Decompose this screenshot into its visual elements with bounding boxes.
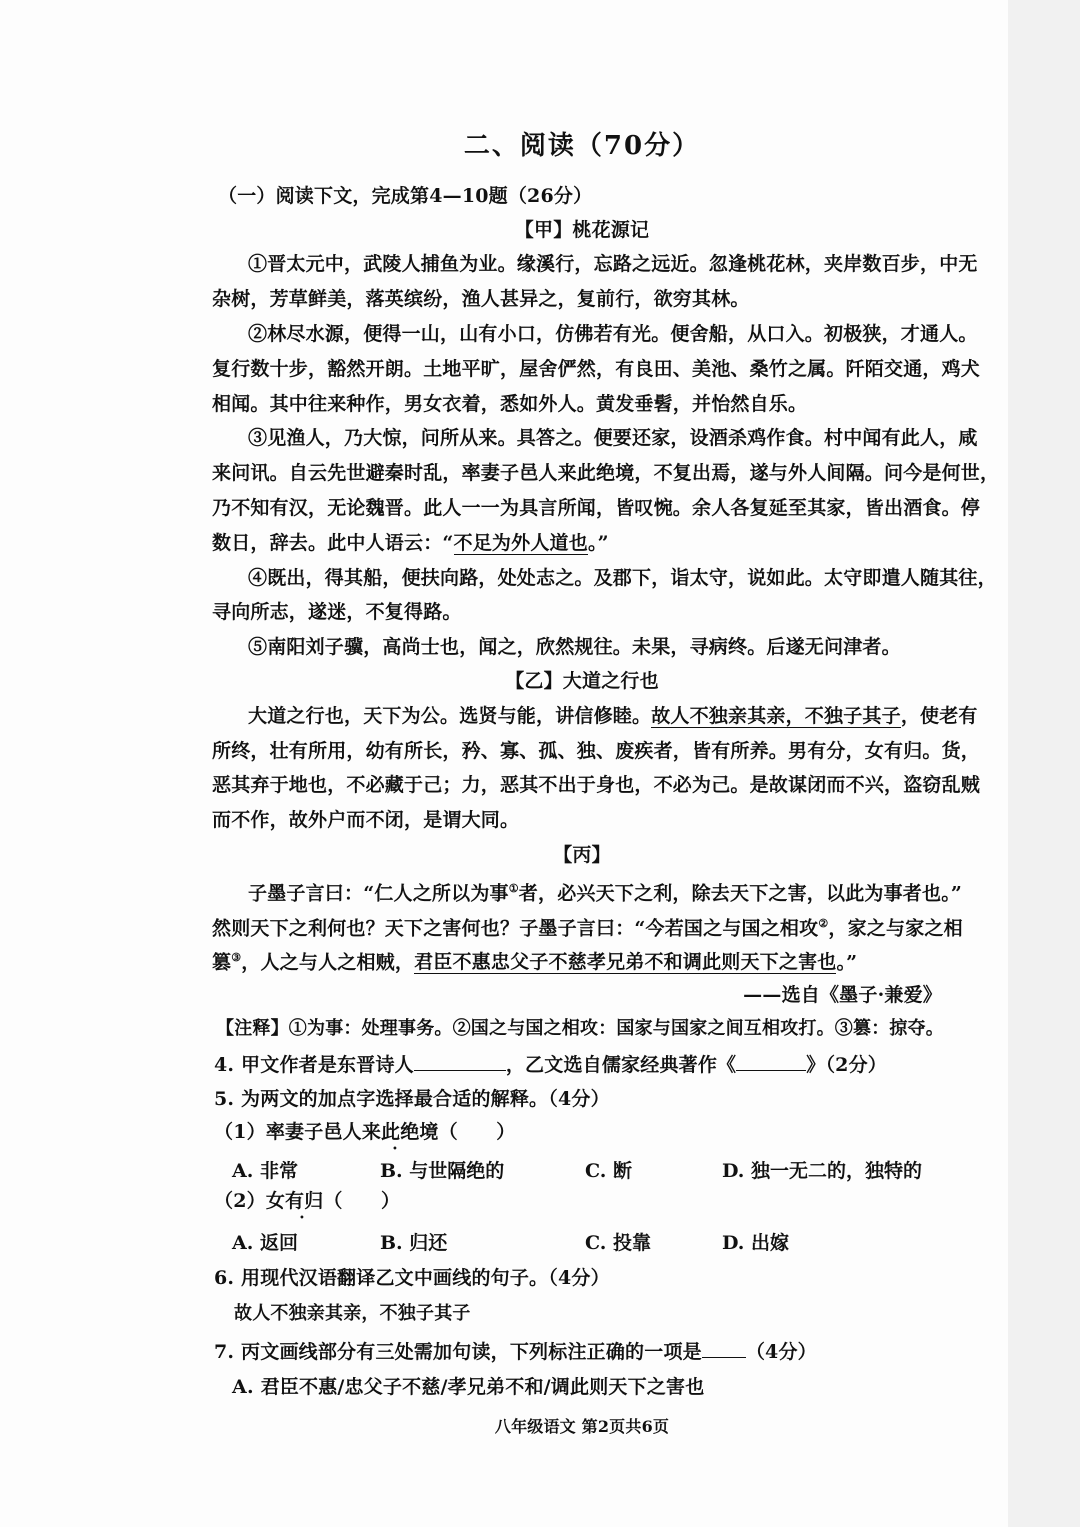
yi-line-1-end: ，使老有 xyxy=(900,705,978,727)
jia-line-1: ①晋太元中，武陵人捕鱼为业。缘溪行，忘路之远近。忽逢桃花林，夹岸数百步，中无 xyxy=(248,253,978,275)
scan-edge xyxy=(1008,0,1080,1527)
bing-line-3-start: 篡 xyxy=(212,951,232,974)
q7-text-2: （4分） xyxy=(745,1341,817,1363)
yi-line-1 xyxy=(248,702,988,730)
yi-line-2: 所终，壮有所用，幼有所长，矜、寡、孤、独、废疾者，皆有所养。男有分，女有归。货， xyxy=(212,740,981,762)
q7-answer-blank[interactable] xyxy=(702,1337,746,1358)
emphasis-dot: • xyxy=(392,1144,398,1155)
q5-2-option-b[interactable]: B. 归还 xyxy=(380,1232,448,1254)
section-heading: 二、阅读（70分） xyxy=(463,131,701,161)
yi-line-1-start: 大道之行也，天下为公。选贤与能，讲信修睦。 xyxy=(248,705,652,727)
bing-line-2-end: ，家之与家之相 xyxy=(828,917,963,940)
question-6: 6. 用现代汉语翻译乙文中画线的句子。（4分） xyxy=(214,1267,610,1289)
q4-text-3: 》（2分） xyxy=(806,1054,887,1076)
emphasis-dot: • xyxy=(299,1213,305,1224)
jia-line-12: ⑤南阳刘子骥，高尚士也，闻之，欣然规往。未果，寻病终。后遂无问津者。 xyxy=(248,636,901,658)
bing-line-1-end: 者，必兴天下之利，除去天下之害，以此为事者也。” xyxy=(518,882,963,905)
q7-text-1: 7. 丙文画线部分有三处需加句读，下列标注正确的一项是 xyxy=(214,1341,702,1363)
q5-1-option-a[interactable]: A. 非常 xyxy=(232,1160,298,1182)
q5-2-option-c[interactable]: C. 投靠 xyxy=(585,1232,652,1254)
question-5: 5. 为两文的加点字选择最合适的解释。（4分） xyxy=(214,1088,610,1110)
jia-line-4: 复行数十步，豁然开朗。土地平旷，屋舍俨然，有良田、美池、桑竹之属。阡陌交通，鸡犬 xyxy=(212,358,981,380)
yi-underlined-sentence: 故人不独亲其亲，不独子其子 xyxy=(651,705,901,727)
q5-2-option-d[interactable]: D. 出嫁 xyxy=(722,1232,790,1254)
q5-1-option-b[interactable]: B. 与世隔绝的 xyxy=(380,1160,505,1182)
section-instruction: （一）阅读下文，完成第4—10题（26分） xyxy=(218,185,593,207)
jia-line-7: 来问讯。自云先世避秦时乱，率妻子邑人来此绝境，不复出焉，遂与外人间隔。问今是何世， xyxy=(212,462,1000,484)
jia-line-6: ③见渔人，乃大惊，问所从来。具答之。便要还家，设酒杀鸡作食。村中闻有此人，咸 xyxy=(248,427,978,449)
question-5-2: （2）女有归（ ） xyxy=(214,1190,401,1212)
jia-line-9-start: 数日，辞去。此中人语云：“ xyxy=(212,532,454,554)
q4-text-1: 4. 甲文作者是东晋诗人 xyxy=(214,1054,414,1076)
bing-line-1-start: 子墨子言曰：“仁人之所以为事 xyxy=(248,882,509,905)
question-5-1: （1）率妻子邑人来此绝境（ ） xyxy=(214,1121,516,1143)
q4-answer-blank-author[interactable] xyxy=(414,1050,506,1071)
jia-line-5: 相闻。其中往来种作，男女衣着，悉如外人。黄发垂髫，并怡然自乐。 xyxy=(212,393,808,415)
q4-text-2: ，乙文选自儒家经典著作《 xyxy=(505,1054,737,1076)
jia-line-3: ②林尽水源，便得一山，山有小口，仿佛若有光。便舍船，从口入。初极狭，才通人。 xyxy=(248,323,978,345)
q5-1-option-d[interactable]: D. 独一无二的，独特的 xyxy=(722,1160,923,1182)
passage-yi-title: 【乙】大道之行也 xyxy=(505,670,659,692)
jia-line-10: ④既出，得其船，便扶向路，处处志之。及郡下，诣太守，说如此。太守即遣人随其往， xyxy=(248,567,997,589)
footnote-mark-2: ② xyxy=(818,917,829,930)
q4-answer-blank-book[interactable] xyxy=(736,1050,806,1071)
passage-bing-title: 【丙】 xyxy=(553,844,611,866)
bing-line-3 xyxy=(212,944,952,976)
footnote-mark-1: ① xyxy=(508,882,519,895)
annotation-notes: 【注释】①为事：处理事务。②国之与国之相攻：国家与国家之间互相攻打。③篡：掠夺。 xyxy=(216,1018,944,1039)
bing-line-3-mid: ，人之与人之相贼， xyxy=(241,951,415,974)
bing-source: ——选自《墨子·兼爱》 xyxy=(743,984,942,1006)
footnote-mark-3: ③ xyxy=(231,951,242,964)
question-7 xyxy=(214,1337,954,1366)
page-footer: 八年级语文 第2页共6页 xyxy=(494,1417,670,1436)
yi-line-4: 而不作，故外户而不闭，是谓大同。 xyxy=(212,809,520,831)
bing-underlined-passage: 君臣不惠忠父子不慈孝兄弟不和调此则天下之害也 xyxy=(414,951,837,974)
q5-1-option-c[interactable]: C. 断 xyxy=(585,1160,633,1182)
question-6-sentence: 故人不独亲其亲，不独子其子 xyxy=(234,1303,471,1324)
jia-line-2: 杂树，芳草鲜美，落英缤纷，渔人甚异之，复前行，欲穷其林。 xyxy=(212,288,750,310)
jia-line-11: 寻向所志，遂迷，不复得路。 xyxy=(212,601,462,623)
bing-line-1 xyxy=(248,875,988,907)
passage-jia-title: 【甲】桃花源记 xyxy=(514,219,650,241)
bing-line-3-end: 。” xyxy=(836,951,858,974)
bing-line-2 xyxy=(212,910,963,942)
jia-line-9 xyxy=(212,529,952,557)
question-4 xyxy=(214,1050,954,1079)
q5-2-option-a[interactable]: A. 返回 xyxy=(232,1232,298,1254)
yi-line-3: 恶其弃于地也，不必藏于己；力，恶其不出于身也，不必为己。是故谋闭而不兴，盗窃乱贼 xyxy=(212,774,981,796)
jia-line-9-end: 。” xyxy=(587,532,609,554)
question-7-option-a[interactable]: A. 君臣不惠/忠父子不慈/孝兄弟不和/调此则天下之害也 xyxy=(232,1376,705,1398)
jia-underlined-quote: 不足为外人道也 xyxy=(453,532,588,554)
jia-line-8: 乃不知有汉，无论魏晋。此人一一为具言所闻，皆叹惋。余人各复延至其家，皆出酒食。停 xyxy=(212,497,981,519)
bing-line-2-start: 然则天下之利何也？天下之害何也？子墨子言曰：“今若国之与国之相攻 xyxy=(212,917,819,940)
